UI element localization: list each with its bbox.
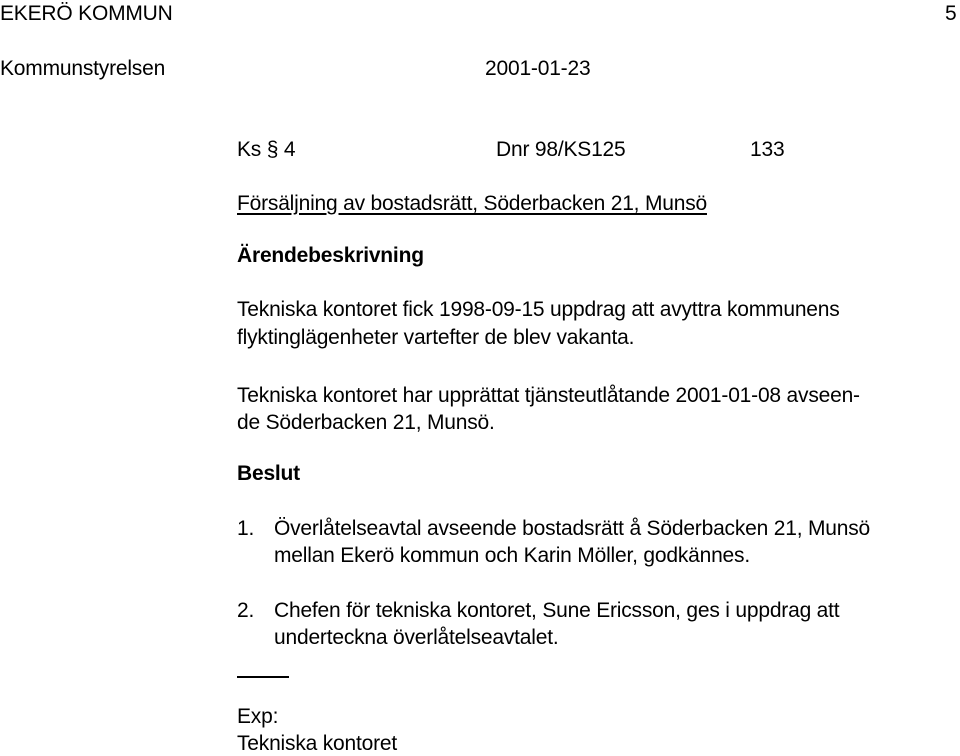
description-heading: Ärendebeskrivning — [237, 244, 424, 267]
decision-item-2-line2: underteckna överlåtelseavtalet. — [274, 626, 559, 649]
decision-heading: Beslut — [237, 462, 300, 485]
organization-name: EKERÖ KOMMUN — [0, 2, 173, 25]
description-paragraph1-line2: flyktinglägenheter vartefter de blev vakanta. — [237, 326, 635, 349]
decision-item-2-number: 2. — [237, 599, 255, 622]
ks-paragraph-label: Ks § 4 — [237, 138, 296, 161]
meeting-date: 2001-01-23 — [485, 57, 591, 80]
exp-recipient: Tekniska kontoret — [237, 732, 398, 755]
case-number: 133 — [750, 138, 785, 161]
case-title: Försäljning av bostadsrätt, Söderbacken 21, Munsö — [237, 192, 707, 215]
committee-name: Kommunstyrelsen — [0, 57, 166, 80]
decision-item-1-line1: Överlåtelseavtal avseende bostadsrätt å Söderbacken 21, Munsö — [274, 517, 871, 540]
decision-item-1-number: 1. — [237, 517, 255, 540]
page-number: 5 — [945, 2, 957, 25]
exp-label: Exp: — [237, 705, 279, 728]
description-paragraph1-line1: Tekniska kontoret fick 1998-09-15 uppdrag att avyttra kommunens — [237, 298, 840, 321]
signature-divider — [237, 676, 289, 678]
dnr-number: Dnr 98/KS125 — [496, 138, 626, 161]
decision-item-2-line1: Chefen för tekniska kontoret, Sune Ericsson, ges i uppdrag att — [274, 599, 840, 622]
description-paragraph2-line2: de Söderbacken 21, Munsö. — [237, 411, 495, 434]
description-paragraph2-line1: Tekniska kontoret har upprättat tjänsteutlåtande 2001-01-08 avseen- — [237, 384, 860, 407]
decision-item-1-line2: mellan Ekerö kommun och Karin Möller, godkännes. — [274, 544, 750, 567]
